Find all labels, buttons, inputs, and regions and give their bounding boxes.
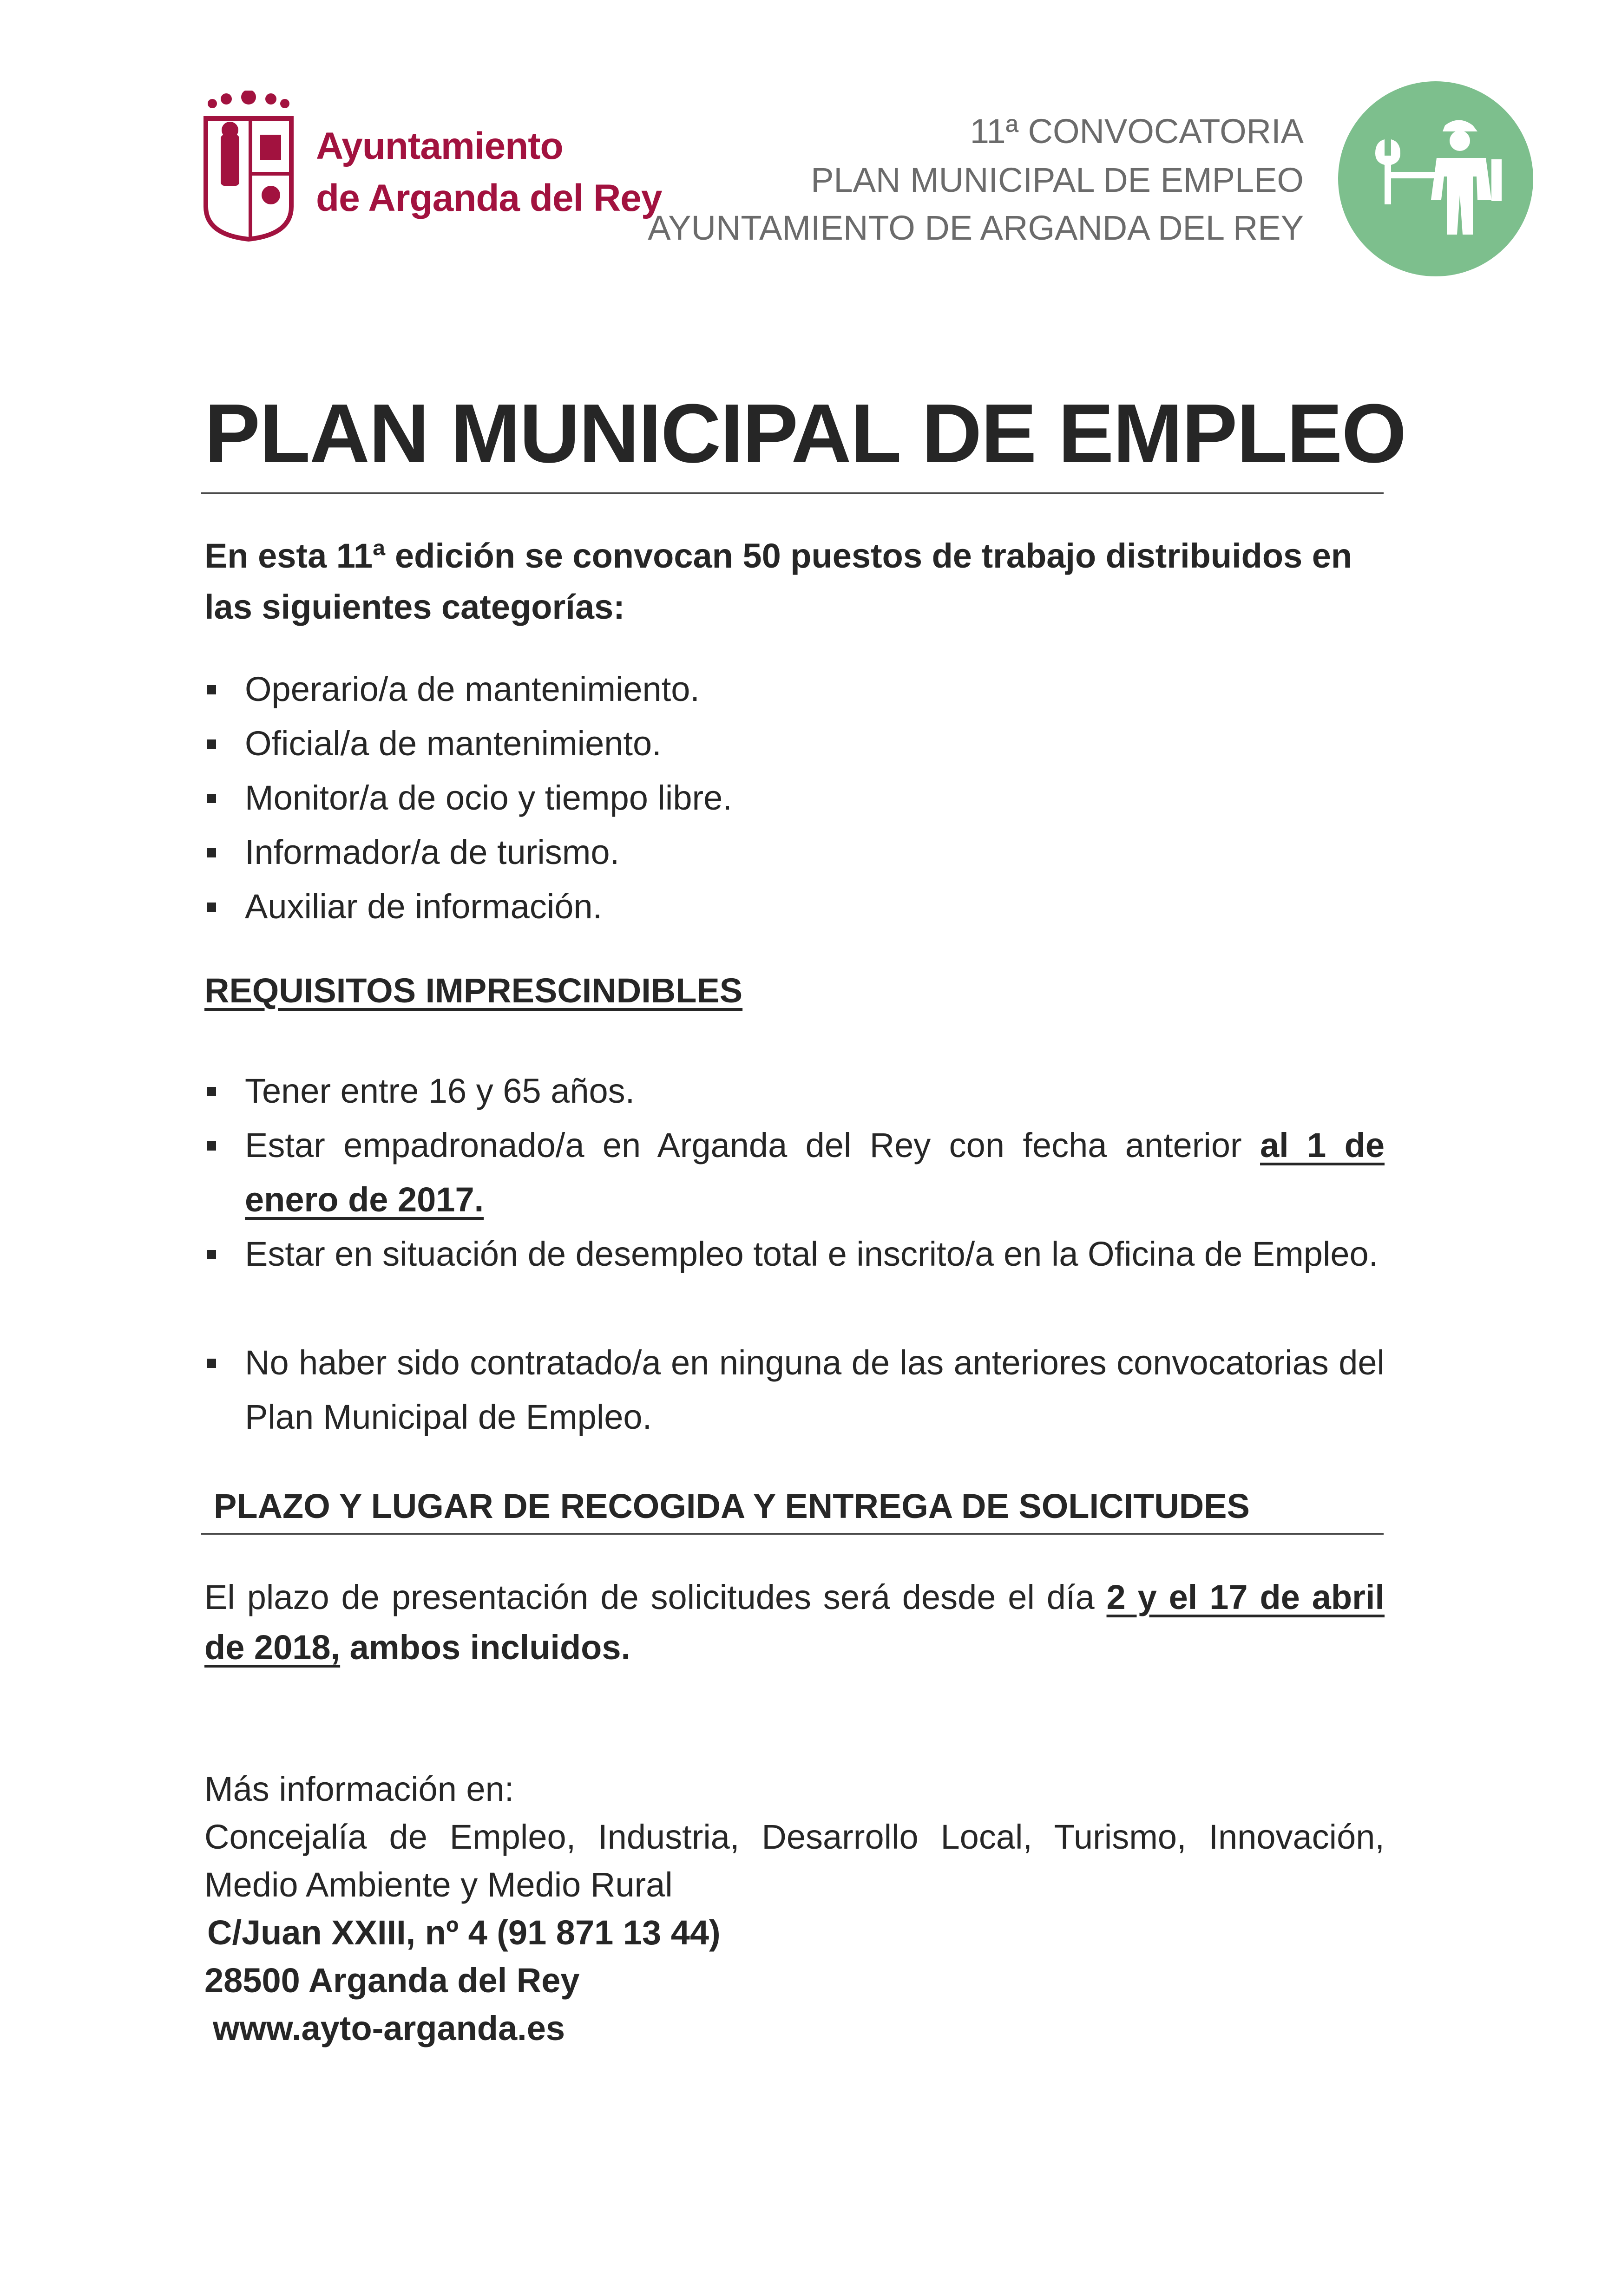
- bullet-square-icon: [207, 903, 216, 912]
- intro-paragraph: En esta 11ª edición se convocan 50 puestos de trabajo distribuidos en las siguientes categorías:: [204, 536, 1352, 626]
- website-link[interactable]: www.ayto-arganda.es: [213, 2009, 565, 2047]
- convocatoria-line3: AYUNTAMIENTO DE ARGANDA DEL REY: [648, 209, 1304, 247]
- convocatoria-line2: PLAN MUNICIPAL DE EMPLEO: [811, 161, 1304, 199]
- registration-date: al 1 de enero de 2017.: [245, 1126, 1385, 1219]
- bullet-square-icon: [207, 685, 216, 694]
- city-name-line2: de Arganda del Rey: [316, 177, 662, 219]
- category-item: Oficial/a de mantenimiento.: [204, 716, 1385, 771]
- bullet-square-icon: [207, 848, 216, 857]
- title-divider: [201, 492, 1384, 494]
- requirement-item: No haber sido contratado/a en ninguna de las anteriores convocatorias del Plan Municipal de Empleo.: [204, 1335, 1385, 1444]
- postal-city: 28500 Arganda del Rey: [204, 1961, 580, 2000]
- requirement-item: Estar empadronado/a en Arganda del Rey con fecha anterior al 1 de enero de 2017.: [204, 1118, 1385, 1227]
- deadline-paragraph: El plazo de presentación de solicitudes será desde el día 2 y el 17 de abril de 2018, ambos incluidos.: [204, 1578, 1385, 1667]
- worker-with-wrench-icon: [1338, 81, 1533, 276]
- bullet-square-icon: [207, 1250, 216, 1259]
- bullet-square-icon: [207, 739, 216, 749]
- city-name-line1: Ayuntamiento: [316, 125, 563, 167]
- requirement-item: Estar en situación de desempleo total e inscrito/a en la Oficina de Empleo.: [204, 1227, 1385, 1281]
- deadline-dates: 2 y el 17 de abril de 2018,: [204, 1578, 1385, 1667]
- category-item: Monitor/a de ocio y tiempo libre.: [204, 771, 1385, 825]
- deadline-heading: PLAZO Y LUGAR DE RECOGIDA Y ENTREGA DE SOLICITUDES: [214, 1487, 1250, 1525]
- bullet-square-icon: [207, 1141, 216, 1151]
- requirement-item: Tener entre 16 y 65 años.: [204, 1064, 1385, 1118]
- deadline-divider: [201, 1533, 1384, 1535]
- bullet-square-icon: [207, 1359, 216, 1368]
- convocatoria-line1: 11ª CONVOCATORIA: [970, 112, 1304, 150]
- department-name: Concejalía de Empleo, Industria, Desarrollo Local, Turismo, Innovación, Medio Ambiente y Medio Rural: [204, 1818, 1385, 1904]
- category-item: Auxiliar de información.: [204, 879, 1385, 934]
- requirements-heading: REQUISITOS IMPRESCINDIBLES: [204, 971, 743, 1010]
- page-title: PLAN MUNICIPAL DE EMPLEO: [204, 387, 1406, 480]
- address-phone: C/Juan XXIII, nº 4 (91 871 13 44): [207, 1913, 721, 1952]
- coat-of-arms-icon: [202, 91, 295, 242]
- category-item: Operario/a de mantenimiento.: [204, 662, 1385, 716]
- more-info-label: Más información en:: [204, 1770, 514, 1808]
- category-item: Informador/a de turismo.: [204, 825, 1385, 879]
- bullet-square-icon: [207, 1087, 216, 1096]
- bullet-square-icon: [207, 794, 216, 803]
